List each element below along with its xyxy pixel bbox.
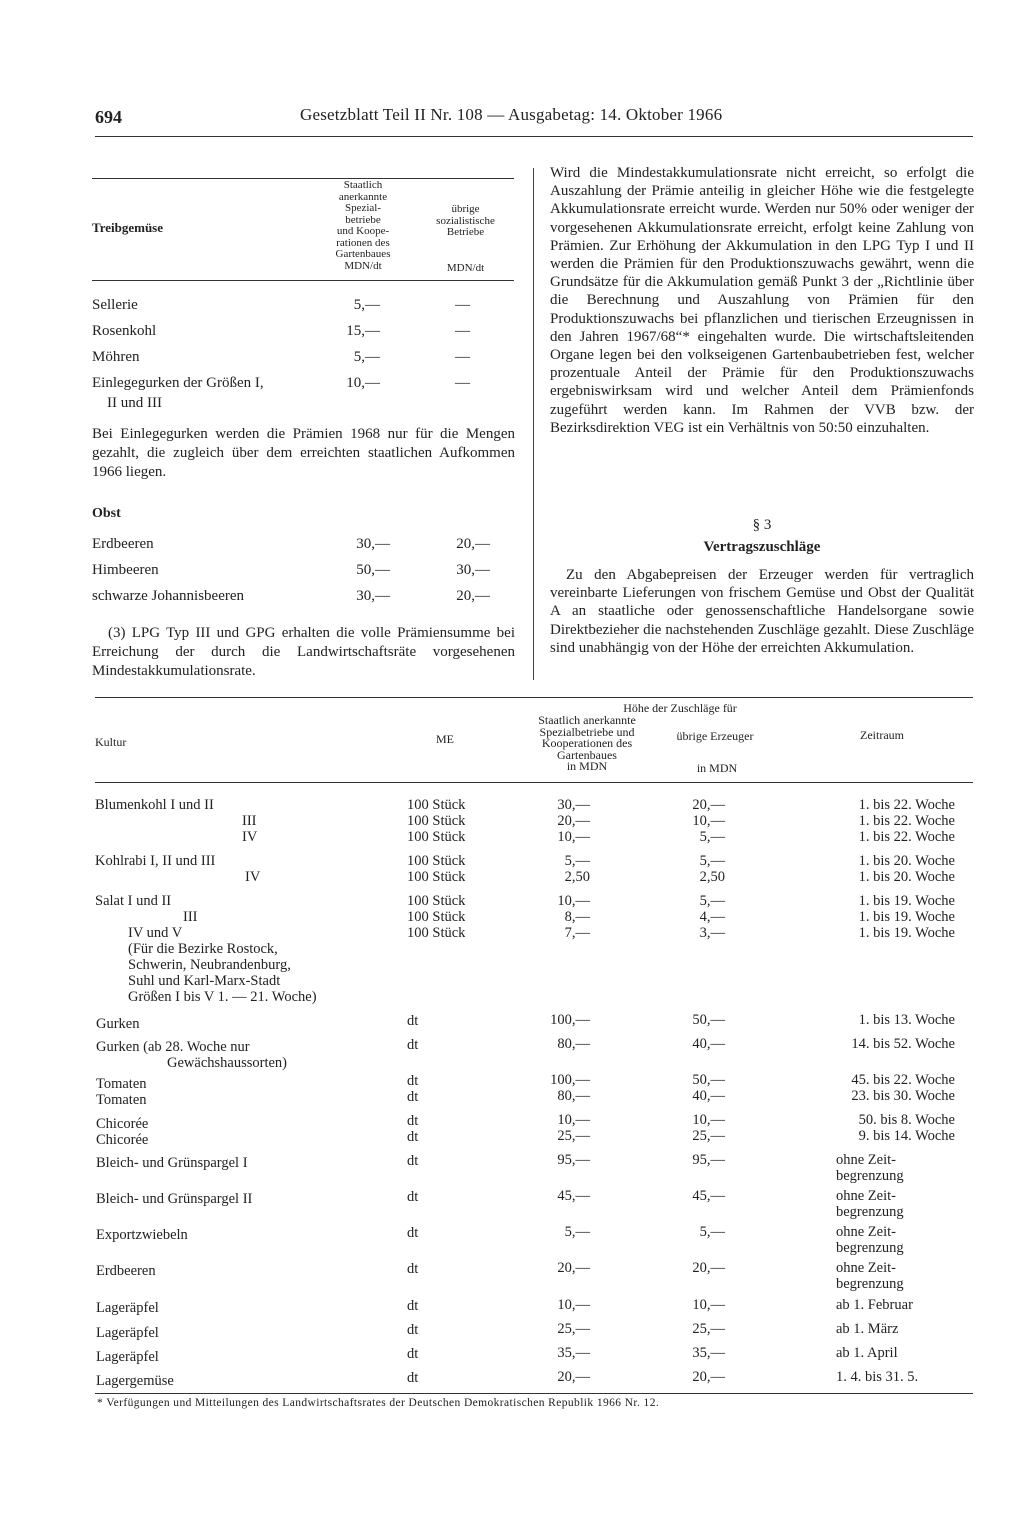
table-cell-b: 5,—: [699, 893, 725, 909]
col-header-uebrige-unit: in MDN: [696, 761, 738, 775]
table-cell-b: 20,—: [692, 797, 725, 813]
table-row-kultur: Blumenkohl I und II: [95, 797, 214, 813]
big-table-header-rule: [95, 782, 973, 783]
table-row-label: Rosenkohl: [92, 323, 157, 339]
table-cell-zeitraum: 1. 4. bis 31. 5.: [836, 1369, 919, 1385]
table-cell-me: dt: [407, 1113, 419, 1129]
table-cell-b: 4,—: [699, 909, 725, 925]
table-cell: 30,—: [456, 562, 490, 578]
table-cell-zeitraum: 1. bis 19. Woche: [858, 893, 955, 909]
table-cell-me: dt: [407, 1089, 419, 1105]
table-row-kultur: Gurken (ab 28. Woche nur: [96, 1039, 250, 1055]
table-cell: 30,—: [356, 588, 390, 604]
table-cell-zeitraum: 1. bis 22. Woche: [858, 829, 955, 845]
table-row-kultur: IV: [245, 869, 261, 885]
table-cell-me: dt: [407, 1298, 419, 1314]
table-cell-zeitraum: ohne Zeit-: [836, 1260, 896, 1276]
table-cell-a: 25,—: [557, 1321, 590, 1337]
table-cell-a: 5,—: [564, 853, 590, 869]
treib-col1-header: Staatlich anerkannte Spezial- betriebe und Koope- rationen des Gartenbaues MDN/dt: [335, 179, 391, 272]
table-cell: 10,—: [346, 375, 380, 391]
table-row-kultur: Lageräpfel: [96, 1325, 159, 1341]
table-cell-zeitraum: ab 1. März: [836, 1321, 899, 1337]
table-row-kultur: Erdbeeren: [96, 1263, 156, 1279]
table-row-kultur: III: [242, 813, 257, 829]
table-cell-zeitraum: ab 1. Februar: [836, 1297, 913, 1313]
table-row-kultur: IV und V: [128, 925, 183, 941]
table-cell-b: 20,—: [692, 1260, 725, 1276]
table-cell: —: [455, 297, 470, 313]
col-header-kultur: Kultur: [95, 735, 127, 749]
table-cell-zeitraum: 1. bis 20. Woche: [858, 853, 955, 869]
table-cell-a: 7,—: [564, 925, 590, 941]
table-row-kultur: Tomaten: [96, 1092, 147, 1108]
section-text: Zu den Abgabepreisen der Erzeuger werden für vertraglich vereinbarte Lieferungen von frischem Gemüse und Obst der Qualität A an staatliche oder genossenschaftliche Handelsorgane sowie Direktbezieher die nachstehenden Zuschläge gezahlt. Diese Zuschläge sind unabhängig von der Höhe der erreichten Akkumulation.: [550, 567, 974, 656]
table-cell-a: 10,—: [557, 1297, 590, 1313]
section-number: § 3: [752, 517, 772, 533]
table-cell-zeitraum: 1. bis 19. Woche: [858, 909, 955, 925]
table-cell-me: dt: [407, 1073, 419, 1089]
table-cell: 30,—: [356, 536, 390, 552]
table-cell-a: 30,—: [557, 797, 590, 813]
table-cell-zeitraum: ab 1. April: [836, 1345, 898, 1361]
table-cell-zeitraum: 23. bis 30. Woche: [851, 1088, 955, 1104]
table-cell-zeitraum: 9. bis 14. Woche: [858, 1128, 955, 1144]
footnote: * Verfügungen und Mitteilungen des Landwirtschaftsrates der Deutschen Demokratischen Republik 1966 Nr. 12.: [97, 1397, 660, 1409]
table-row-kultur: Gurken: [96, 1016, 140, 1032]
col-header-me: ME: [436, 732, 454, 746]
table-cell-zeitraum: 1. bis 20. Woche: [858, 869, 955, 885]
footnote-rule: [95, 1393, 973, 1394]
table-row-kultur: IV: [242, 829, 258, 845]
table-cell-me: dt: [407, 1189, 419, 1205]
page-title: Gesetzblatt Teil II Nr. 108 — Ausgabetag: 14. Oktober 1966: [300, 105, 723, 124]
table-cell-me: 100 Stück: [407, 813, 466, 829]
table-cell-a: 10,—: [557, 1112, 590, 1128]
table-cell-b: 50,—: [692, 1012, 725, 1028]
col-header-zeitraum: Zeitraum: [860, 728, 904, 742]
table-cell: —: [455, 375, 470, 391]
table-cell-a: 95,—: [557, 1152, 590, 1168]
table-cell-zeitraum: 1. bis 22. Woche: [858, 813, 955, 829]
paragraph-3: (3) LPG Typ III und GPG erhalten die volle Prämiensumme bei Erreichung der durch die Landwirtschaftsräte vorgesehenen Mindestakkumulationsrate.: [92, 625, 515, 679]
table-cell-zeitraum: 1. bis 22. Woche: [858, 797, 955, 813]
table-cell-b: 50,—: [692, 1072, 725, 1088]
table-cell-b: 5,—: [699, 1224, 725, 1240]
table-cell-zeitraum: 45. bis 22. Woche: [851, 1072, 955, 1088]
table-cell-b: 25,—: [692, 1128, 725, 1144]
treib-note: Bei Einlegegurken werden die Prämien 1968 nur für die Mengen gezahlt, die zugleich über dem erreichten staatlichen Aufkommen 1966 liegen.: [92, 426, 515, 480]
table-cell-zeitraum: 1. bis 19. Woche: [858, 925, 955, 941]
table-cell-b: 25,—: [692, 1321, 725, 1337]
table-cell-a: 80,—: [557, 1036, 590, 1052]
table-cell-zeitraum: ohne Zeit-: [836, 1188, 896, 1204]
table-cell-a: 8,—: [564, 909, 590, 925]
table-row-kultur: Salat I und II: [95, 893, 172, 909]
section-title: Vertragszuschläge: [703, 539, 821, 555]
table-cell: —: [455, 323, 470, 339]
table-cell-a: 2,50: [564, 869, 590, 885]
table-cell-a: 5,—: [564, 1224, 590, 1240]
col-header-uebrige: übrige Erzeuger: [676, 729, 754, 743]
table-cell-me: 100 Stück: [407, 869, 466, 885]
table-cell-b: 35,—: [692, 1345, 725, 1361]
right-paragraph: Wird die Mindestakkumulationsrate nicht erreicht, so erfolgt die Auszahlung der Prämie anteilig in gleicher Höhe wie die festgelegte Akkumulationsrate erreicht wurde. Werden nur 50% oder weniger der vorgesehenen Akkumulationsrate erreicht, erfolgt keine Zahlung von Prämien. Zur Erhöhung der Akkumulation in den LPG Typ I und II werden die Prämien für den Produktionszuwachs gewährt, wenn die Grundsätze für die Akkumulation gemäß Punkt 3 der „Richtlinie über die Berechnung und Auszahlung von Prämien für den Produktionszuwachs bei pflanzlichen und tierischen Erzeugnissen in den Jahren 1967/68“* eingehalten wurde. Die wirtschaftsleitenden Organe legen bei den volkseigenen Gartenbaubetrieben fest, welcher prozentuale Anteil der Prämie für den Produktionszuwachs ergebniswirksam wird und welcher Anteil dem Prämienfonds zugeführt werden kann. Im Rahmen der VVB bzw. der Bezirksdirektion VEG ist ein Verhältnis von 50:50 einzuhalten.: [550, 165, 974, 436]
table-row-label: Erdbeeren: [92, 536, 154, 552]
table-row-label-cont: II und III: [107, 395, 162, 411]
table-cell: —: [455, 349, 470, 365]
page-number: 694: [95, 107, 122, 127]
table-cell-zeitraum-cont: begrenzung: [836, 1204, 904, 1220]
table-row-kultur: Chicorée: [96, 1132, 149, 1148]
table-cell-a: 80,—: [557, 1088, 590, 1104]
table-cell-me: dt: [407, 1225, 419, 1241]
table-cell-zeitraum-cont: begrenzung: [836, 1240, 904, 1256]
table-row-label: Himbeeren: [92, 562, 159, 578]
table-cell: 20,—: [456, 588, 490, 604]
table-row-kultur: Chicorée: [96, 1116, 149, 1132]
table-cell-a: 20,—: [557, 1260, 590, 1276]
treib-col2-header: übrige sozialistische Betriebe: [436, 203, 495, 238]
treib-header-rule: [92, 280, 514, 281]
table-row-kultur: Lageräpfel: [96, 1300, 159, 1316]
table-cell-a: 100,—: [550, 1012, 590, 1028]
treib-label: Treibgemüse: [92, 220, 164, 235]
table-cell: 5,—: [353, 297, 380, 313]
table-row-kultur: Lageräpfel: [96, 1349, 159, 1365]
salat-note: (Für die Bezirke Rostock, Schwerin, Neubrandenburg, Suhl und Karl-Marx-Stadt Größen I bis V 1. — 21. Woche): [128, 941, 317, 1005]
table-cell-a: 10,—: [557, 829, 590, 845]
table-row-kultur: Bleich- und Grünspargel I: [96, 1155, 248, 1171]
table-cell-a: 45,—: [557, 1188, 590, 1204]
table-cell-b: 10,—: [692, 1112, 725, 1128]
table-cell-zeitraum: ohne Zeit-: [836, 1152, 896, 1168]
table-cell-me: 100 Stück: [407, 797, 466, 813]
table-cell-b: 40,—: [692, 1088, 725, 1104]
table-cell-zeitraum: 50. bis 8. Woche: [858, 1112, 955, 1128]
table-cell-me: dt: [407, 1129, 419, 1145]
table-cell-me: 100 Stück: [407, 893, 466, 909]
table-cell-me: dt: [407, 1370, 419, 1386]
table-cell-me: 100 Stück: [407, 829, 466, 845]
treib-top-rule: [92, 178, 514, 179]
table-cell-zeitraum: ohne Zeit-: [836, 1224, 896, 1240]
table-row-kultur: Exportzwiebeln: [96, 1227, 188, 1243]
table-cell-a: 20,—: [557, 813, 590, 829]
table-cell-b: 95,—: [692, 1152, 725, 1168]
table-cell-zeitraum: 1. bis 13. Woche: [858, 1012, 955, 1028]
table-cell: 50,—: [356, 562, 390, 578]
table-row-label: Sellerie: [92, 297, 138, 313]
table-cell-me: dt: [407, 1013, 419, 1029]
table-row-kultur: Tomaten: [96, 1076, 147, 1092]
table-cell-a: 25,—: [557, 1128, 590, 1144]
table-cell-me: dt: [407, 1153, 419, 1169]
table-row-label: schwarze Johannisbeeren: [92, 588, 245, 604]
table-cell-me: dt: [407, 1037, 419, 1053]
table-cell-a: 100,—: [550, 1072, 590, 1088]
table-cell: 15,—: [346, 323, 380, 339]
table-cell-zeitraum-cont: begrenzung: [836, 1168, 904, 1184]
table-cell: 5,—: [353, 349, 380, 365]
table-cell-b: 5,—: [699, 829, 725, 845]
table-cell-a: 35,—: [557, 1345, 590, 1361]
table-cell-me: 100 Stück: [407, 909, 466, 925]
table-row-label: Möhren: [92, 349, 140, 365]
treib-col2-unit: MDN/dt: [446, 262, 485, 274]
table-cell-b: 10,—: [692, 1297, 725, 1313]
table-cell-me: 100 Stück: [407, 853, 466, 869]
table-cell: 20,—: [456, 536, 490, 552]
table-cell-b: 20,—: [692, 1369, 725, 1385]
table-row-kultur: Bleich- und Grünspargel II: [96, 1191, 253, 1207]
table-cell-me: 100 Stück: [407, 925, 466, 941]
table-row-kultur: Kohlrabi I, II und III: [95, 853, 216, 869]
header-rule: [95, 136, 973, 137]
big-table-top-rule: [95, 697, 973, 698]
table-cell-b: 45,—: [692, 1188, 725, 1204]
table-row-kultur: III: [183, 909, 198, 925]
table-cell-me: dt: [407, 1322, 419, 1338]
table-cell-zeitraum-cont: begrenzung: [836, 1276, 904, 1292]
table-cell-b: 40,—: [692, 1036, 725, 1052]
table-cell-zeitraum: 14. bis 52. Woche: [851, 1036, 955, 1052]
table-cell-b: 2,50: [699, 869, 725, 885]
table-row-label: Einlegegurken der Größen I,: [92, 375, 264, 391]
table-row-kultur: Lagergemüse: [96, 1373, 174, 1389]
table-cell-a: 20,—: [557, 1369, 590, 1385]
gurken-sub: Gewächshaussorten): [167, 1055, 287, 1071]
table-cell-b: 3,—: [699, 925, 725, 941]
table-cell-b: 10,—: [692, 813, 725, 829]
obst-label: Obst: [92, 506, 121, 521]
table-cell-a: 10,—: [557, 893, 590, 909]
table-cell-me: dt: [407, 1346, 419, 1362]
col-header-hoehe: Höhe der Zuschläge für: [623, 701, 737, 715]
col-header-staatlich: Staatlich anerkannte Spezialbetriebe und Kooperationen des Gartenbaues in MDN: [538, 713, 636, 773]
table-cell-me: dt: [407, 1261, 419, 1277]
table-cell-b: 5,—: [699, 853, 725, 869]
column-divider: [533, 168, 534, 680]
